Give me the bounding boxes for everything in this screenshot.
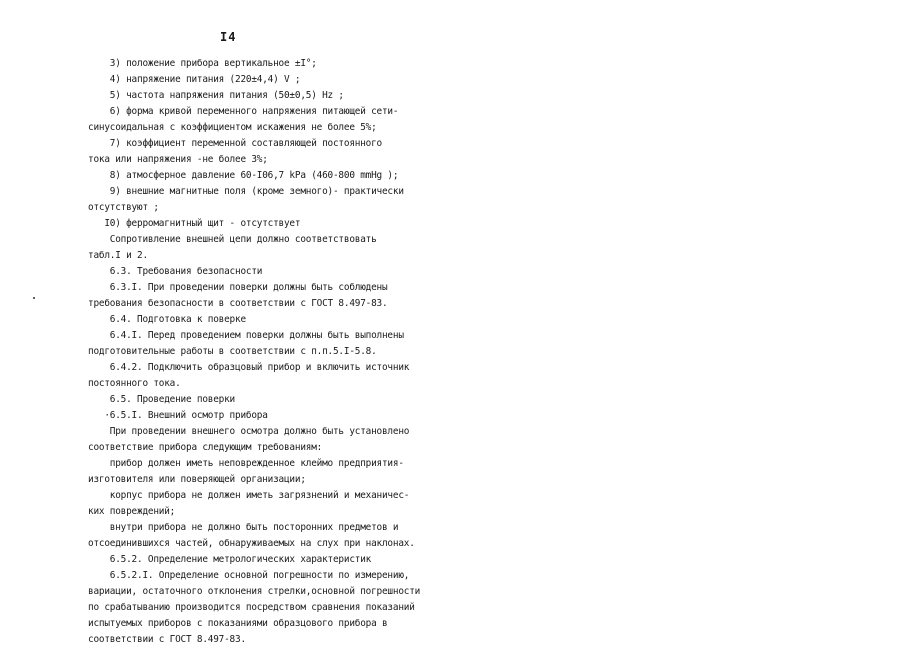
text-line: требования безопасности в соответствии с ГОСТ 8.497-83. xyxy=(88,298,388,309)
text-line: соответствие прибора следующим требованиям: xyxy=(88,442,323,453)
text-line: 4) напряжение питания (220±4,4) V ; xyxy=(88,74,301,85)
text-line: 9) внешние магнитные поля (кроме земного)- практически xyxy=(88,186,404,197)
text-line: отсоединившихся частей, обнаруживаемых на слух при наклонах. xyxy=(88,538,415,549)
text-line: тока или напряжения -не более 3%; xyxy=(88,154,268,165)
section-heading: 6.5. Проведение поверки xyxy=(88,394,235,405)
text-line: I0) ферромагнитный щит - отсутствует xyxy=(88,218,301,229)
text-line: отсутствуют ; xyxy=(88,202,159,213)
text-line: 8) атмосферное давление 60-I06,7 kPa (460-800 mmHg ); xyxy=(88,170,399,181)
text-line: синусоидальная с коэффициентом искажения не более 5%; xyxy=(88,122,377,133)
text-line: 7) коэффициент переменной составляющей постоянного xyxy=(88,138,382,149)
section-heading: 6.4. Подготовка к поверке xyxy=(88,314,246,325)
text-line: вариации, остаточного отклонения стрелки,основной погрешности xyxy=(88,586,421,597)
text-line: Сопротивление внешней цепи должно соответствовать xyxy=(88,234,377,245)
section-heading: 6.5.2. Определение метрологических характеристик xyxy=(88,554,372,565)
text-line: 6.5.2.I. Определение основной погрешности по измерению, xyxy=(88,570,410,581)
text-line: 6) форма кривой переменного напряжения питающей сети- xyxy=(88,106,399,117)
text-line: подготовительные работы в соответствии с п.п.5.I-5.8. xyxy=(88,346,377,357)
text-line: испытуемых приборов с показаниями образцового прибора в xyxy=(88,618,388,629)
text-line: 6.4.2. Подключить образцовый прибор и включить источник xyxy=(88,362,410,373)
text-line: 6.3.I. При проведении поверки должны быть соблюдены xyxy=(88,282,388,293)
text-line: ких повреждений; xyxy=(88,506,176,517)
text-line: изготовителя или поверяющей организации; xyxy=(88,474,306,485)
text-line: внутри прибора не должно быть посторонних предметов и xyxy=(88,522,399,533)
text-line: 3) положение прибора вертикальное ±I°; xyxy=(88,58,317,69)
text-line: 6.4.I. Перед проведением поверки должны быть выполнены xyxy=(88,330,404,341)
text-line: табл.I и 2. xyxy=(88,250,148,261)
text-line: соответствии с ГОСТ 8.497-83. xyxy=(88,634,246,645)
text-line: по срабатыванию производится посредством сравнения показаний xyxy=(88,602,415,613)
scan-speck xyxy=(33,297,35,299)
document-body xyxy=(88,56,788,648)
text-line: прибор должен иметь неповрежденное клеймо предприятия- xyxy=(88,458,404,469)
text-line: При проведении внешнего осмотра должно быть установлено xyxy=(88,426,410,437)
page-number: I4 xyxy=(220,30,237,44)
section-heading: 6.3. Требования безопасности xyxy=(88,266,263,277)
section-heading: ·6.5.I. Внешний осмотр прибора xyxy=(88,410,268,421)
text-line: постоянного тока. xyxy=(88,378,181,389)
text-line: 5) частота напряжения питания (50±0,5) Hz ; xyxy=(88,90,344,101)
text-line: корпус прибора не должен иметь загрязнений и механичес- xyxy=(88,490,410,501)
